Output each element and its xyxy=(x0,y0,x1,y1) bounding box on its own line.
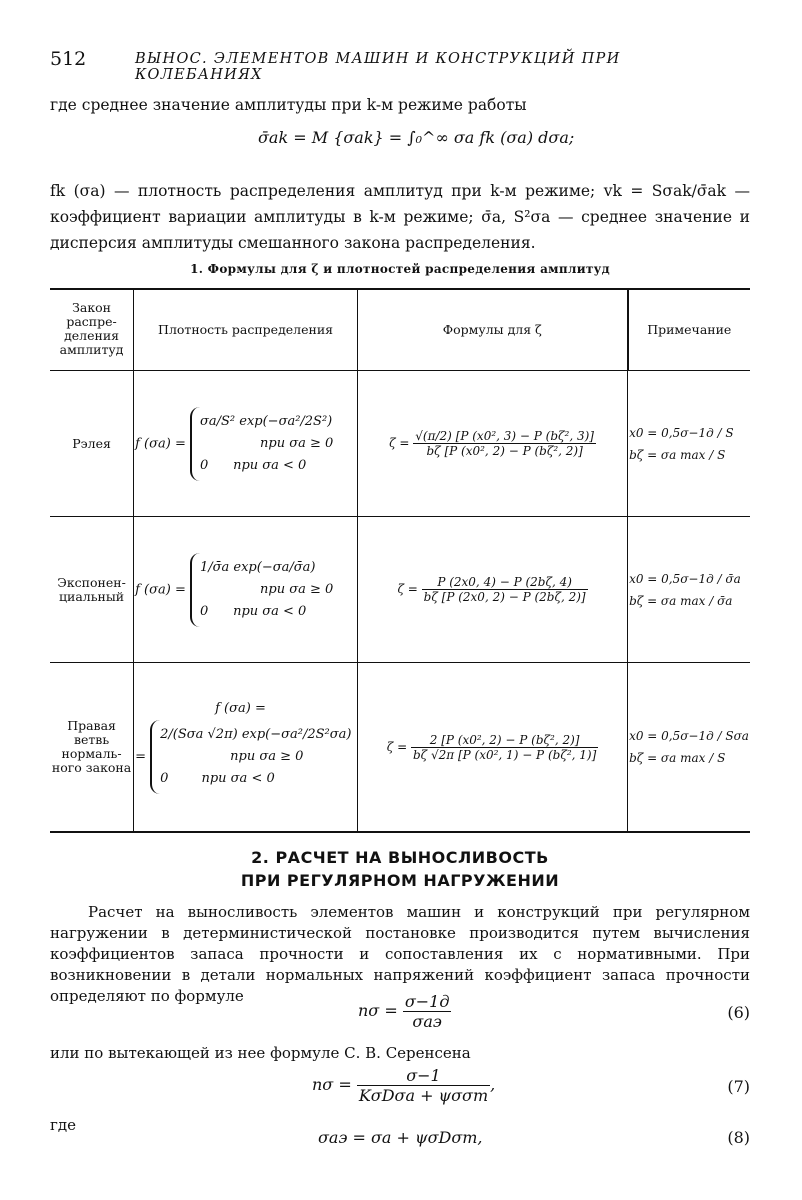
zeta-numerator: P (2x0, 4) − P (2bζ, 4) xyxy=(422,575,588,590)
running-title: ВЫНОС. ЭЛЕМЕНТОВ МАШИН И КОНСТРУКЦИЙ ПРИ КОЛЕБАНИЯХ xyxy=(135,51,621,83)
eq6-fraction xyxy=(403,992,452,1031)
row-note xyxy=(628,517,750,663)
zeta-denominator: bζ [P (x0², 2) − P (bζ², 2)] xyxy=(426,444,583,458)
section-title-line-2: ПРИ РЕГУЛЯРНОМ НАГРУЖЕНИИ xyxy=(240,871,560,890)
page-header xyxy=(50,48,750,83)
eq7-lhs: nσ = xyxy=(312,1075,352,1094)
equation-6 xyxy=(358,992,451,1031)
density-cond-2: при σa < 0 xyxy=(233,603,307,619)
density-zero: 0 xyxy=(160,770,169,786)
zeta-fraction xyxy=(411,733,598,762)
density-cond-1: при σa ≥ 0 xyxy=(230,748,304,764)
density-lhs: f (σa) = xyxy=(215,700,266,716)
where-label: где xyxy=(50,1116,76,1134)
note-x0: x0 = 0,5σ−1д / Sσa xyxy=(629,729,749,743)
table-row-normal-branch xyxy=(50,663,750,833)
zeta-numerator: 2 [P (x0², 2) − P (bζ², 2)] xyxy=(411,733,598,748)
row-density xyxy=(134,371,358,517)
intro-line: где среднее значение амплитуды при k-м режиме работы xyxy=(50,96,527,114)
note-x0: x0 = 0,5σ−1д / S xyxy=(629,425,734,440)
row-density xyxy=(134,517,358,663)
row-law: Правая ветвь нормаль-ного закона xyxy=(50,663,134,833)
equation-7-number: (7) xyxy=(727,1077,750,1096)
row-law: Рэлея xyxy=(50,371,134,517)
note-bz: bζ = σa max / S xyxy=(629,751,726,765)
eq7-denominator: KσDσa + ψσσm xyxy=(358,1086,489,1105)
density-cond-2: при σa < 0 xyxy=(201,770,275,786)
eq6-denominator: σaэ xyxy=(412,1012,442,1031)
formula-table xyxy=(50,288,750,833)
zeta-denominator: bζ √2π [P (x0², 1) − P (bζ², 1)] xyxy=(412,747,597,762)
eq6-lhs: nσ = xyxy=(358,1001,398,1020)
serensen-intro: или по вытекающей из нее формуле С. В. Серенсена xyxy=(50,1044,471,1062)
section-paragraph: Расчет на выносливость элементов машин и конструкций при регулярном нагружении в детерминистической постановке производится путем вычисления коэффициентов запаса прочности и сопоставления их с нормативными. При возникновении в детали нормальных напряжений коэффициент запаса прочности определяют по формуле xyxy=(50,903,750,1005)
row-formula: ζ = $\frac{\text{√(π/2) [P (x0², 3) − P (bζ², 3)]}}{\text{bζ [P (x0², 2) − P (bζ², 2)]}}$ xyxy=(358,371,628,517)
equation-7 xyxy=(312,1066,495,1105)
eq7-fraction xyxy=(357,1066,490,1105)
density-case-2 xyxy=(200,455,333,477)
zeta-fraction xyxy=(422,575,588,604)
note-bz: bζ = σa max / σ̄a xyxy=(629,593,733,608)
eq7-numerator: σ−1 xyxy=(357,1066,490,1086)
eq6-numerator: σ−1д xyxy=(404,992,450,1011)
header-note: Примечание xyxy=(628,288,750,371)
header-formula: Формулы для ζ xyxy=(358,288,628,371)
density-case-1: 1/σ̄a exp(−σa/σ̄a) xyxy=(200,559,316,575)
density-case-2 xyxy=(200,601,333,623)
note-bz: bζ = σa max / S xyxy=(629,447,726,462)
page-number: 512 xyxy=(50,48,87,70)
density-cond-1: при σa ≥ 0 xyxy=(260,435,334,451)
row-density: f (σa) = = 2/(Sσa √2π) exp(−σa²/2S²σa) при σa ≥ 0 0 при σa < 0 xyxy=(134,663,358,833)
density-case-1: σa/S² exp(−σa²/2S²) xyxy=(200,413,333,429)
zeta-fraction xyxy=(413,429,596,458)
density-brace xyxy=(190,407,337,481)
density-case-1: 2/(Sσa √2π) exp(−σa²/2S²σa) xyxy=(160,726,352,742)
zeta-denominator: bζ [P (2x0, 2) − P (2bζ, 2)] xyxy=(423,590,586,604)
density-zero: 0 xyxy=(200,457,209,473)
header-density: Плотность распределения xyxy=(134,288,358,371)
equation-8: σaэ = σa + ψσDσm, xyxy=(318,1128,483,1147)
table-caption: 1. Формулы для ζ и плотностей распределения амплитуд xyxy=(190,262,610,276)
density-zero: 0 xyxy=(200,603,209,619)
equation-6-number: (6) xyxy=(727,1003,750,1022)
table-header-row xyxy=(50,288,750,371)
density-brace xyxy=(150,720,355,794)
header-law: Закон распре-деления амплитуд xyxy=(50,288,134,371)
density-brace xyxy=(190,553,337,627)
density-cond-2: при σa < 0 xyxy=(233,457,307,473)
row-law: Экспонен-циальный xyxy=(50,517,134,663)
eq7-tail: , xyxy=(490,1075,496,1094)
row-formula: ζ = $\frac{\text{2 [P (x0², 2) − P (bζ², 2)]}}{\text{bζ √2π [P (x0², 1) − P (bζ², 1)]}}$ xyxy=(358,663,628,833)
mean-amplitude-formula: σ̄ak = M {σak} = ∫₀^∞ σa fk (σa) dσa; xyxy=(258,128,575,147)
density-case-2 xyxy=(160,768,351,790)
row-formula: ζ = $\frac{P (2x0, 4) - P (2b\zeta, 4)}{b\zeta [P (2x0, 2) - P (2b\zeta, 2)]}$ xyxy=(358,517,628,663)
equation-8-number: (8) xyxy=(727,1128,750,1147)
table-row-rayleigh xyxy=(50,371,750,517)
density-lhs: f (σa) = xyxy=(135,436,186,451)
row-note xyxy=(628,663,750,833)
row-note xyxy=(628,371,750,517)
intro-paragraph: fk (σa) — плотность распределения амплитуд при k-м режиме; vk = Sσak/σ̄ak — коэффициент вариации амплитуды в k-м режиме; σ̄a, S²σa — среднее значение и дисперсия амплитуды смешанного закона распределения. xyxy=(50,182,750,252)
table-row-exponential xyxy=(50,517,750,663)
density-lhs: f (σa) = xyxy=(135,582,186,597)
density-cond-1: при σa ≥ 0 xyxy=(260,581,334,597)
zeta-numerator: √(π/2) [P (x0², 3) − P (bζ², 3)] xyxy=(415,429,594,443)
section-title-line-1: 2. РАСЧЕТ НА ВЫНОСЛИВОСТЬ xyxy=(251,848,549,867)
section-title xyxy=(50,846,750,892)
note-x0: x0 = 0,5σ−1д / σ̄a xyxy=(629,571,741,586)
